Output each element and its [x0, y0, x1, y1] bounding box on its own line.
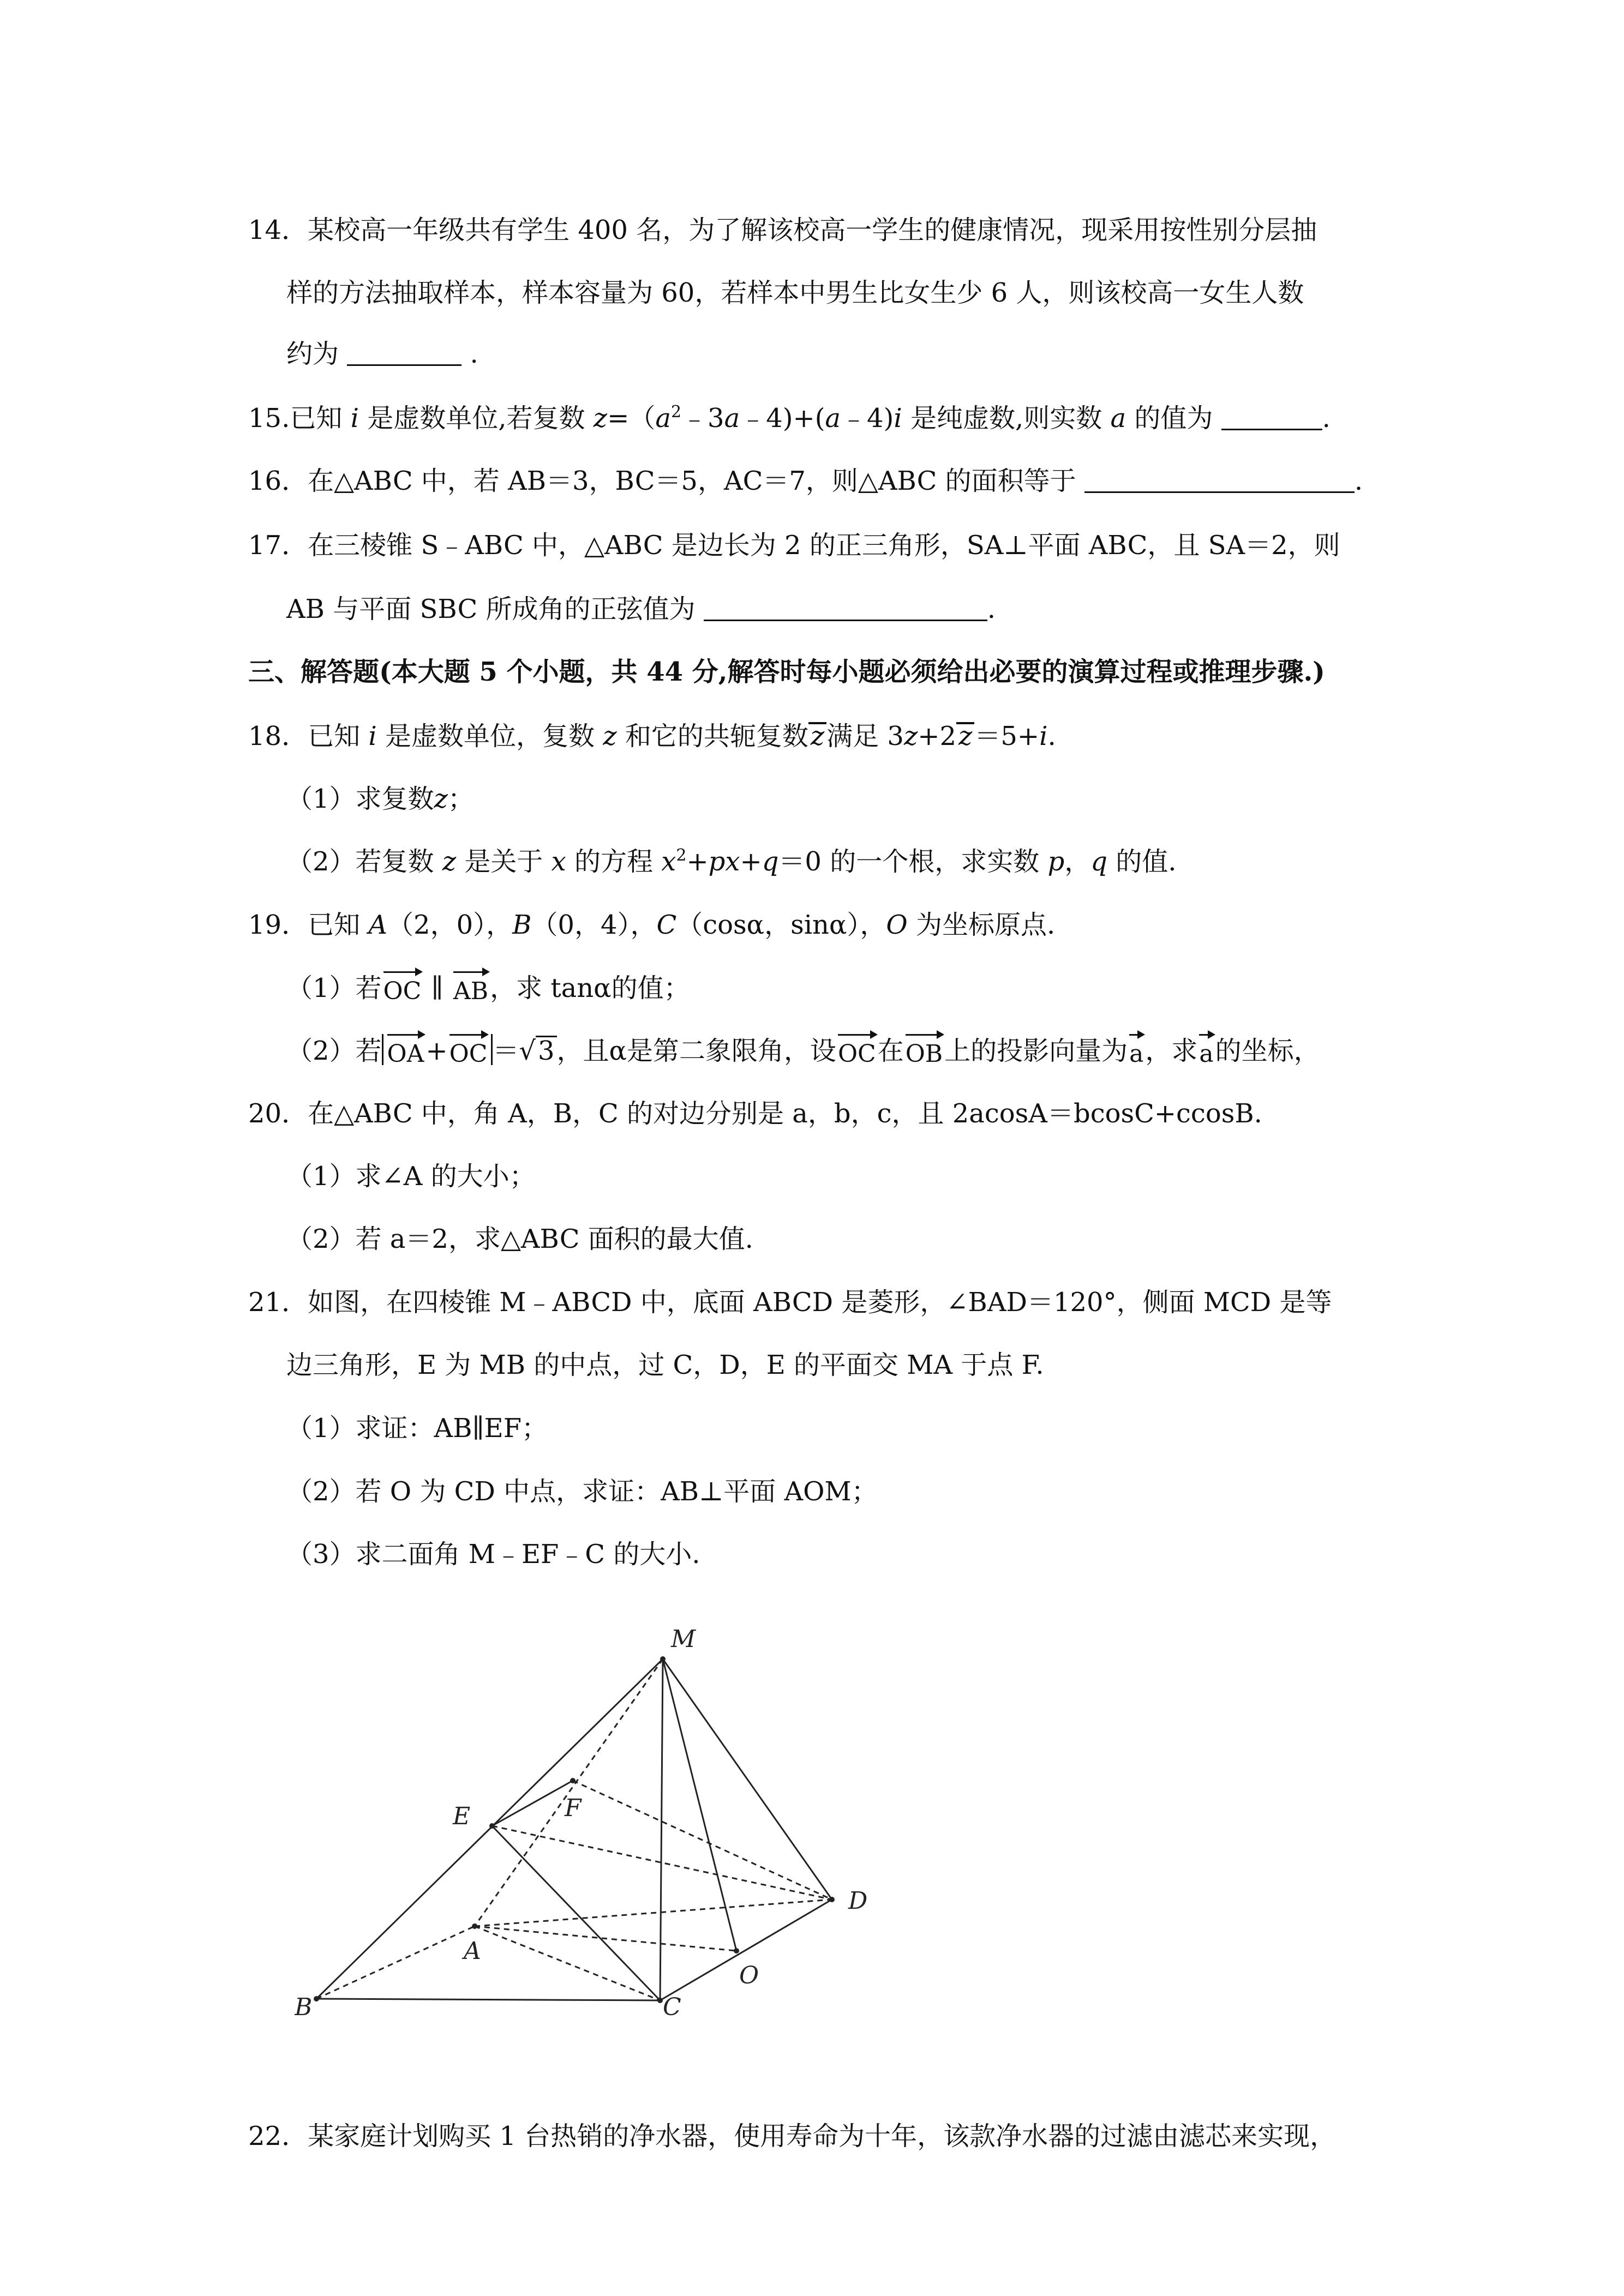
q18-sub2-text-c: 的方程	[574, 846, 654, 877]
q18-sub2-text-b: 是关于	[464, 846, 543, 877]
label-B: B	[295, 1993, 313, 2018]
q15-text-h: 的值为	[1134, 403, 1213, 434]
edge-AD	[475, 1900, 832, 1926]
q18-sub2-text-e: ＝0 的一个根，求实数	[778, 846, 1040, 877]
vector-OA: OA	[387, 1034, 424, 1065]
q15-answer-blank	[1221, 402, 1322, 430]
label-A: A	[464, 1937, 481, 1965]
q18-text-num: 18．已知	[248, 721, 361, 752]
q21-sub3: （3）求二面角 M﹣EF﹣C 的大小.	[286, 1539, 700, 1570]
q18-line: 18．已知 i 是虚数单位，复数 z 和它的共轭复数z满足 3z+2z＝5+i.	[248, 721, 1056, 752]
edge-MO	[663, 1659, 736, 1951]
q18-conjugate-z2: z	[956, 722, 974, 748]
q18-text-e: ＝5+	[974, 721, 1040, 752]
q19-sub1-text-a: （1）若	[286, 973, 382, 1003]
q19-text-d: 为坐标原点.	[916, 910, 1056, 940]
q15-text-a: 已知	[290, 403, 343, 434]
q18-sub2: （2）若复数 z 是关于 x 的方程 $x^2+px+q=0$ 的一个根，求实数 p，q 的值.	[286, 846, 1177, 877]
q19-line: 19．已知 A（2，0），B（0，4），C（cosα，sinα），O 为坐标原点.	[248, 910, 1056, 940]
q18-text-d: +2	[918, 721, 957, 752]
q14-answer-blank	[347, 338, 462, 366]
q15-text-f: ﹣4)	[841, 403, 894, 434]
q15-text-d: ﹣3	[681, 403, 724, 434]
edge-BC	[316, 1999, 660, 2000]
q22-line: 22．某家庭计划购买 1 台热销的净水器，使用寿命为十年，该款净水器的过滤由滤芯来实现，	[248, 2121, 1337, 2151]
q17-answer-blank	[704, 593, 987, 621]
q19-sub2-text-c: ，且α是第二象限角，设	[556, 1036, 836, 1066]
q19-sub2-text-f: ，求	[1145, 1036, 1198, 1066]
section-3-title: 三、解答题(本大题 5 个小题，共 44 分,解答时每小题必须给出必要的演算过程或推理步骤.)	[248, 657, 1325, 687]
q21-line2: 边三角形，E 为 MB 的中点，过 C，D，E 的平面交 MA 于点 F.	[286, 1350, 1044, 1380]
q15-text-e: ﹣4)+(	[740, 403, 825, 434]
q19-text-a: （2，0），	[387, 910, 513, 940]
q14-line1: 14．某校高一年级共有学生 400 名，为了解该校高一学生的健康情况，现采用按性别分层抽	[248, 215, 1317, 245]
q19-text-b: （0，4），	[531, 910, 657, 940]
edge-FD	[573, 1781, 832, 1900]
q15-text-g: 是纯虚数,则实数	[910, 403, 1102, 434]
q15-text-b: 是虚数单位,若复数	[367, 403, 585, 434]
vector-a-2: a	[1199, 1034, 1213, 1065]
q19-sub2-text-d: 在	[877, 1036, 904, 1066]
q21-sub1: （1）求证：AB∥EF；	[286, 1413, 548, 1444]
q18-sub2-text-g: 的值.	[1116, 846, 1177, 877]
q16-line: 16．在△ABC 中，若 AB＝3，BC＝5，AC＝7，则△ABC 的面积等于 .	[248, 466, 1363, 496]
label-M: M	[671, 1625, 696, 1653]
q18-text-c: 满足 3	[826, 721, 904, 752]
pyramid-figure	[295, 1614, 884, 2018]
q18-text-a: 是虚数单位，复数	[385, 721, 595, 752]
q14-text: 约为	[286, 339, 339, 369]
vector-OC-3: OC	[838, 1034, 876, 1065]
q19-sub2-text-e: 上的投影向量为	[944, 1036, 1128, 1066]
q15-line: 15.已知 i 是虚数单位,若复数 $z=(a^2﹣3a﹣4)+(a﹣4)i$ 是纯虚数,则实数 a 的值为 .	[248, 402, 1331, 434]
q18-sub2-text-a: （2）若复数	[286, 846, 434, 877]
q21-sub2: （2）若 O 为 CD 中点，求证：AB⊥平面 AOM；	[286, 1476, 878, 1507]
q18-sub1: （1）求复数z；	[286, 784, 474, 814]
q15-text-c: =（	[607, 403, 656, 434]
q20-sub1: （1）求∠A 的大小；	[286, 1161, 536, 1192]
label-D: D	[848, 1887, 868, 1915]
q18-conjugate-z: z	[808, 722, 826, 748]
label-O: O	[739, 1962, 759, 1990]
q19-text-c: （cosα，sinα），	[676, 910, 886, 940]
q20-line: 20．在△ABC 中，角 A，B，C 的对边分别是 a，b，c，且 2acosA＝bcosC+ccosB.	[248, 1098, 1262, 1129]
label-E: E	[453, 1802, 471, 1830]
q16-answer-blank	[1084, 465, 1355, 493]
edge-MC	[660, 1659, 663, 2000]
sqrt-3: 3	[536, 1036, 557, 1065]
abs-OA-plus-OC: OA+OC	[382, 1034, 493, 1065]
label-C: C	[663, 1993, 681, 2018]
q21-line1: 21．如图，在四棱锥 M﹣ABCD 中，底面 ABCD 是菱形，∠BAD＝120°，侧面 MCD 是等	[248, 1287, 1332, 1318]
q18-text-b: 和它的共轭复数	[625, 721, 808, 752]
q15-number: 15.	[248, 403, 290, 434]
vector-a: a	[1129, 1034, 1143, 1065]
q20-sub2: （2）若 a＝2，求△ABC 面积的最大值.	[286, 1224, 753, 1254]
q17-line2: AB 与平面 SBC 所成角的正弦值为 .	[286, 594, 996, 624]
q18-sub1-text: （1）求复数	[286, 784, 434, 814]
edge-MB	[316, 1659, 663, 1999]
vector-OC-2: OC	[450, 1034, 488, 1065]
q16-text: 16．在△ABC 中，若 AB＝3，BC＝5，AC＝7，则△ABC 的面积等于	[248, 466, 1076, 496]
q19-sub1-text-b: ，求 tanα的值；	[490, 973, 690, 1003]
q18-sub2-text-f: ，	[1064, 846, 1091, 877]
q19-sub1: （1）若OC ∥ AB，求 tanα的值；	[286, 971, 690, 1006]
vector-OC: OC	[383, 971, 422, 1002]
q14-line2: 样的方法抽取样本，样本容量为 60，若样本中男生比女生少 6 人，则该校高一女生人数	[286, 278, 1304, 308]
q19-sub2-text-g: 的坐标，	[1215, 1036, 1320, 1066]
vector-AB: AB	[453, 971, 488, 1002]
q19-text-num: 19．已知	[248, 910, 361, 940]
label-F: F	[565, 1794, 582, 1822]
edge-MD	[663, 1659, 832, 1900]
edge-AC	[475, 1926, 660, 2000]
edge-EC	[492, 1826, 660, 2000]
edge-BA	[316, 1926, 475, 1999]
edge-MA	[475, 1659, 663, 1926]
q18-sub2-text-d: +	[740, 846, 762, 877]
q14-line3: 约为 .	[286, 339, 478, 369]
q17-text: AB 与平面 SBC 所成角的正弦值为	[286, 594, 696, 624]
q19-sub2: （2）若 OA+OC ＝√3，且α是第二象限角，设OC在OB上的投影向量为a，求a的坐标，	[286, 1033, 1320, 1068]
vector-OB: OB	[906, 1034, 943, 1065]
q17-line1: 17．在三棱锥 S﹣ABC 中，△ABC 是边长为 2 的正三角形，SA⊥平面 ABC，且 SA＝2，则	[248, 530, 1340, 561]
q19-sub2-text-a: （2）若	[286, 1036, 382, 1066]
edge-AO	[475, 1926, 736, 1951]
